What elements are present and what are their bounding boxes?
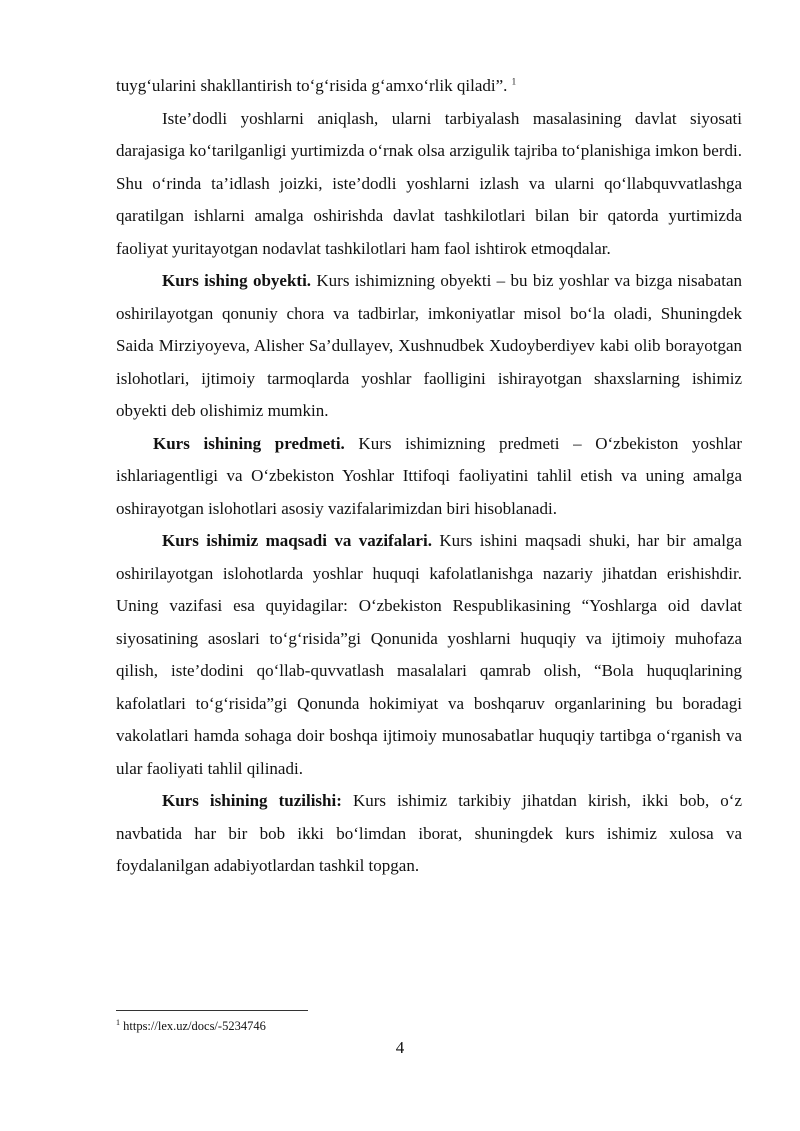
section-heading-goals: Kurs ishimiz maqsadi va vazifalari. — [162, 531, 432, 550]
section-heading-object: Kurs ishing obyekti. — [162, 271, 312, 290]
paragraph-object — [116, 265, 742, 428]
section-heading-subject: Kurs ishining predmeti. — [153, 433, 345, 453]
section-heading-structure: Kurs ishining tuzilishi: — [162, 791, 342, 810]
paragraph-intro-tail — [116, 70, 742, 103]
paragraph-gifted-youth — [116, 103, 742, 266]
paragraph-text: Kurs ishimiz tarkibiy jihatdan kirish, ikki bob, o‘z navbatida har bir bob ikki bo‘limdan iborat, shuningdek kurs ishimiz xulosa va foydalanilgan adabiyotlardan tashkil topgan. — [116, 791, 743, 875]
paragraph-subject — [116, 428, 742, 526]
document-body — [116, 70, 742, 883]
paragraph-goals — [116, 525, 742, 785]
footnote-reference[interactable]: 1 — [511, 76, 517, 87]
paragraph-text: Kurs ishini maqsadi shuki, har bir amalga oshirilayotgan islohotlarda yoshlar huquqi kafolatlanishga nazariy jihatdan erishishdir. Uning vazifasi esa quyidagilar: O‘zbekiston Respublikasining “Yoshlarga oid davlat siyosatining asoslari to‘g‘risida”gi Qonunida yoshlarni huquqiy va ijtimoiy muhofaza qilish, iste’dodini qo‘llab-quvvatlash masalalari qamrab olish, “Bola huquqlarining kafolatlari to‘g‘risida”gi Qonunda hokimiyat va boshqaruv organlarining bu boradagi vakolatlari hamda sohaga doir boshqa ijtimoiy munosabatlar huquqiy tartibga o‘rganish va ular faoliyati tahlil qilinadi. — [116, 531, 742, 778]
paragraph-text: Kurs ishimizning predmeti – O‘zbekiston yoshlar ishlariagentligi va O‘zbekiston Yoshlar Ittifoqi faoliyatini tahlil etish va uning amalga oshirayotgan islohotlari asosiy vazifalarimizdan biri hisoblanadi. — [116, 433, 742, 518]
paragraph-text: Kurs ishimizning obyekti – bu biz yoshlar va bizga nisabatan oshirilayotgan qonuniy chora va tadbirlar, imkoniyatlar misol bo‘la oladi, Shuningdek Saida Mirziyoyeva, Alisher Sa’dullayev, Xushnudbek Xudoyberdiyev kabi olib borayotgan islohotlari, ijtimoiy tarmoqlarda yoshlar faolligini ishirayotgan shaxslarning ishimiz obyekti deb olishimiz mumkin. — [116, 271, 742, 420]
footnote-number: 1 — [116, 1017, 120, 1027]
footnote-divider — [116, 1010, 308, 1011]
footnote — [116, 1018, 266, 1034]
page-number: 4 — [395, 1038, 405, 1057]
footnote-link[interactable]: https://lex.uz/docs/-5234746 — [123, 1019, 266, 1033]
paragraph-structure — [116, 785, 742, 883]
paragraph-text: Iste’dodli yoshlarni aniqlash, ularni tarbiyalash masalasining davlat siyosati darajasiga ko‘tarilganligi yurtimizda o‘rnak olsa arzigulik tajriba to‘planishiga imkon berdi. Shu o‘rinda ta’idlash joizki, iste’dodli yoshlarni izlash va ularni qo‘llabquvvatlashga qaratilgan ishlarni amalga oshirishda davlat tashkilotlari bilan bir qatorda yurtimizda faoliyat yuritayotgan nodavlat tashkilotlari ham faol ishtirok etmoqdalar. — [116, 108, 742, 258]
paragraph-text: tuyg‘ularini shakllantirish to‘g‘risida g‘amxo‘rlik qiladi”. — [116, 76, 508, 95]
